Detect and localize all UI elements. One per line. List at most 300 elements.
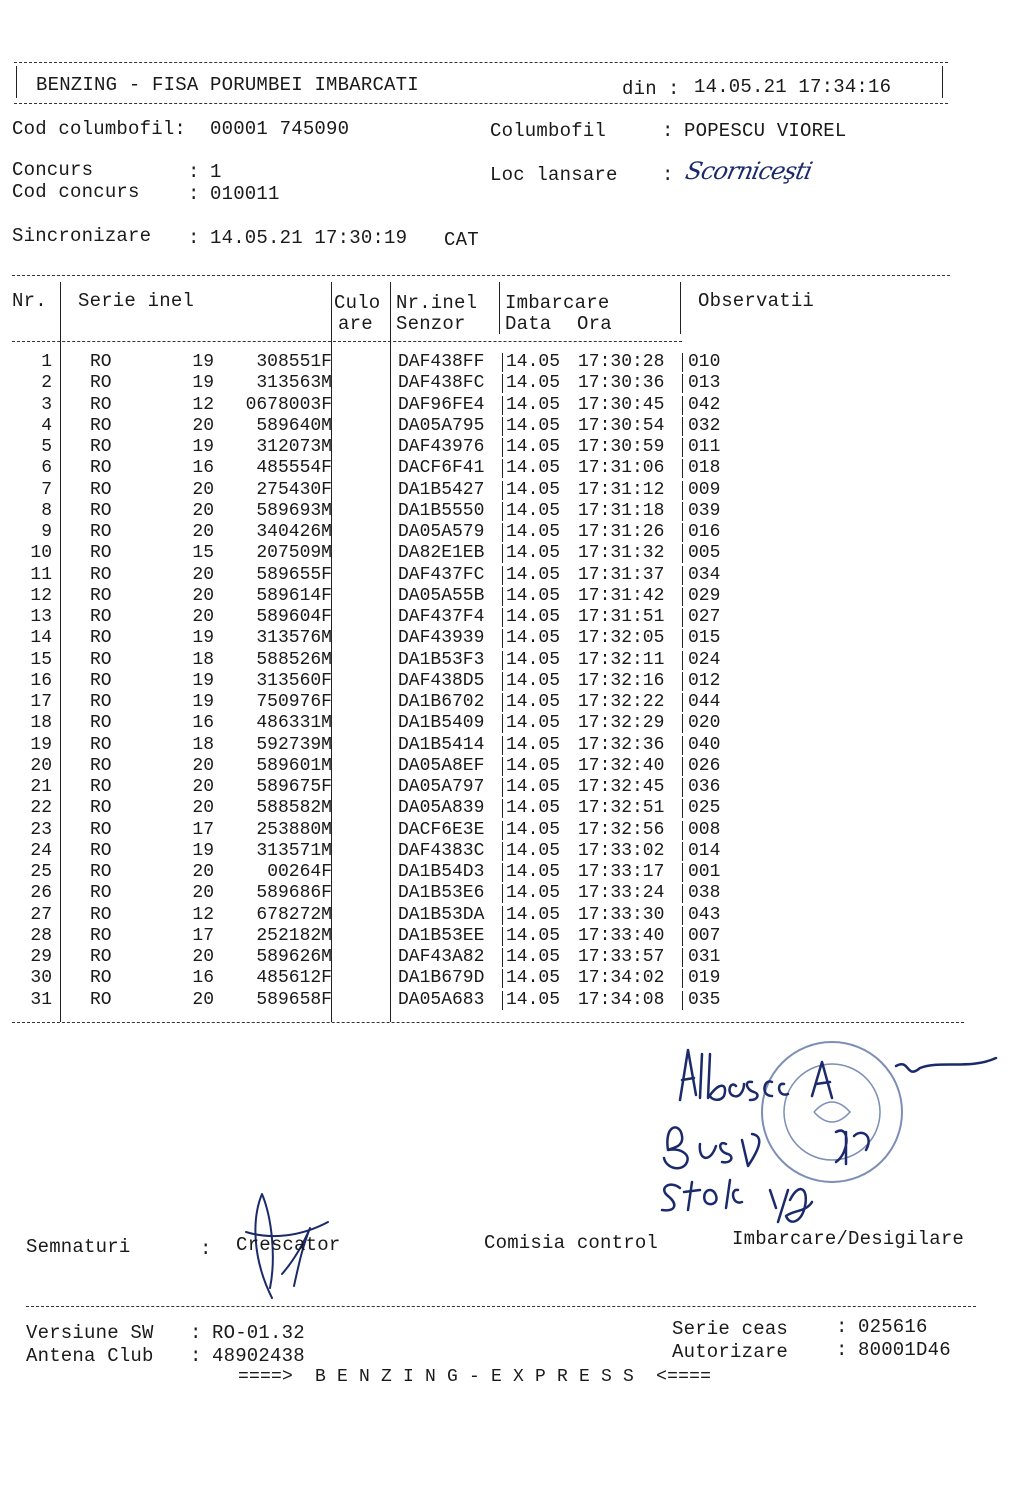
row-sep-imbarcare — [502, 629, 503, 648]
antena-club-colon: : — [190, 1345, 202, 1367]
row-data: 14.05 — [506, 415, 561, 436]
row-senzor: DAF43976 — [398, 437, 485, 457]
row-country: RO — [90, 373, 112, 394]
din-colon: : — [668, 78, 680, 100]
cod-concurs-value: 010011 — [210, 183, 280, 205]
row-observatii: 001 — [688, 862, 721, 882]
row-sep-observatii — [682, 438, 683, 457]
row-senzor: DAF438FC — [398, 373, 485, 394]
row-observatii: 013 — [688, 373, 721, 394]
row-observatii: 027 — [688, 607, 721, 627]
row-sep-imbarcare — [502, 651, 503, 670]
row-observatii: 044 — [688, 692, 721, 712]
concurs-value: 1 — [210, 161, 222, 183]
row-data: 14.05 — [506, 479, 561, 500]
row-year: 18 — [192, 734, 214, 755]
row-sep-observatii — [682, 481, 683, 500]
row-data: 14.05 — [506, 819, 561, 840]
concurs-colon: : — [188, 161, 200, 183]
row-serial: 750976F — [256, 692, 332, 712]
row-observatii: 024 — [688, 649, 721, 670]
row-ora: 17:33:40 — [578, 925, 665, 946]
table-row — [12, 480, 1012, 501]
row-country: RO — [90, 755, 112, 776]
row-nr: 22 — [30, 798, 52, 819]
row-ora: 17:32:16 — [578, 670, 665, 691]
col-header-imbarcare: Imbarcare — [505, 292, 610, 314]
table-row — [12, 565, 1012, 586]
row-senzor: DAF437F4 — [398, 607, 485, 627]
table-row — [12, 501, 1012, 522]
row-sep-observatii — [682, 629, 683, 648]
row-year: 20 — [192, 585, 214, 606]
row-senzor: DA1B5414 — [398, 734, 485, 755]
row-observatii: 036 — [688, 777, 721, 797]
comisia-control-label: Comisia control — [484, 1232, 659, 1254]
row-serial: 589675F — [256, 777, 332, 797]
din-value: 14.05.21 17:34:16 — [694, 76, 892, 98]
row-sep-imbarcare — [502, 544, 503, 563]
row-senzor: DAF4383C — [398, 840, 485, 861]
row-serial: 678272M — [256, 904, 332, 925]
serie-ceas-value: 025616 — [858, 1316, 928, 1338]
row-nr: 1 — [41, 352, 52, 372]
row-serial: 486331M — [256, 713, 332, 734]
row-ora: 17:32:40 — [578, 755, 665, 776]
row-year: 20 — [192, 798, 214, 819]
row-ora: 17:32:05 — [578, 628, 665, 649]
row-sep-imbarcare — [502, 374, 503, 393]
footer-rule — [26, 1306, 976, 1307]
row-ora: 17:31:12 — [578, 479, 665, 500]
table-row — [12, 926, 1012, 947]
row-ora: 17:33:30 — [578, 904, 665, 925]
table-row — [12, 628, 1012, 649]
row-nr: 11 — [30, 564, 52, 585]
row-year: 20 — [192, 947, 214, 967]
table-row — [12, 841, 1012, 862]
row-country: RO — [90, 670, 112, 691]
table-row — [12, 437, 1012, 458]
row-ora: 17:31:51 — [578, 607, 665, 627]
row-data: 14.05 — [506, 925, 561, 946]
antena-club-label: Antena Club — [26, 1345, 154, 1367]
row-senzor: DA05A8EF — [398, 755, 485, 776]
row-sep-observatii — [682, 863, 683, 882]
row-nr: 15 — [30, 649, 52, 670]
row-senzor: DA1B5427 — [398, 479, 485, 500]
row-year: 20 — [192, 479, 214, 500]
row-observatii: 019 — [688, 968, 721, 989]
table-row — [12, 458, 1012, 479]
loc-lansare-colon: : — [662, 164, 674, 186]
row-data: 14.05 — [506, 564, 561, 585]
row-sep-observatii — [682, 991, 683, 1010]
row-country: RO — [90, 883, 112, 904]
row-ora: 17:30:54 — [578, 415, 665, 436]
table-row — [12, 968, 1012, 989]
row-serial: 313560F — [256, 670, 332, 691]
row-sep-imbarcare — [502, 969, 503, 988]
row-country: RO — [90, 479, 112, 500]
table-row — [12, 756, 1012, 777]
semnaturi-label: Semnaturi — [26, 1236, 131, 1258]
row-senzor: DA1B53E6 — [398, 883, 485, 904]
row-nr: 10 — [30, 543, 52, 564]
table-row — [12, 862, 1012, 883]
row-serial: 312073M — [256, 437, 332, 457]
row-serial: 589640M — [256, 415, 332, 436]
row-year: 16 — [192, 968, 214, 989]
columbofil-label: Columbofil — [490, 120, 607, 142]
row-sep-imbarcare — [502, 821, 503, 840]
row-country: RO — [90, 968, 112, 989]
row-country: RO — [90, 777, 112, 797]
row-serial: 253880M — [256, 819, 332, 840]
handwritten-signatures — [640, 1040, 1000, 1230]
table-row — [12, 352, 1012, 373]
col-header-ora: Ora — [577, 313, 612, 335]
row-year: 17 — [192, 925, 214, 946]
row-serial: 589601M — [256, 755, 332, 776]
row-sep-observatii — [682, 757, 683, 776]
header-top-rule — [14, 62, 948, 63]
row-data: 14.05 — [506, 394, 561, 415]
row-country: RO — [90, 734, 112, 755]
table-row — [12, 820, 1012, 841]
row-year: 20 — [192, 522, 214, 542]
row-serial: 589686F — [256, 883, 332, 904]
row-observatii: 029 — [688, 585, 721, 606]
col-header-culoare-2: are — [338, 313, 373, 335]
row-data: 14.05 — [506, 649, 561, 670]
row-country: RO — [90, 628, 112, 649]
row-sep-observatii — [682, 608, 683, 627]
row-senzor: DA1B5550 — [398, 500, 485, 521]
table-row — [12, 543, 1012, 564]
row-ora: 17:31:06 — [578, 458, 665, 479]
row-sep-imbarcare — [502, 502, 503, 521]
row-observatii: 007 — [688, 925, 721, 946]
autorizare-colon: : — [836, 1339, 848, 1361]
header-bottom-rule — [14, 103, 948, 104]
row-senzor: DAF96FE4 — [398, 394, 485, 415]
row-country: RO — [90, 394, 112, 415]
row-year: 20 — [192, 883, 214, 904]
row-senzor: DAF43939 — [398, 628, 485, 649]
row-country: RO — [90, 352, 112, 372]
row-sep-observatii — [682, 884, 683, 903]
row-data: 14.05 — [506, 585, 561, 606]
row-year: 20 — [192, 755, 214, 776]
row-country: RO — [90, 862, 112, 882]
versiune-sw-colon: : — [190, 1322, 202, 1344]
row-ora: 17:31:18 — [578, 500, 665, 521]
row-ora: 17:33:02 — [578, 840, 665, 861]
row-nr: 26 — [30, 883, 52, 904]
row-year: 15 — [192, 543, 214, 564]
table-top-rule — [12, 275, 950, 276]
row-year: 19 — [192, 670, 214, 691]
row-country: RO — [90, 947, 112, 967]
row-observatii: 014 — [688, 840, 721, 861]
row-country: RO — [90, 925, 112, 946]
row-country: RO — [90, 415, 112, 436]
row-data: 14.05 — [506, 840, 561, 861]
table-row — [12, 735, 1012, 756]
row-sep-observatii — [682, 523, 683, 542]
row-sep-imbarcare — [502, 353, 503, 372]
row-nr: 30 — [30, 968, 52, 989]
row-data: 14.05 — [506, 522, 561, 542]
row-sep-observatii — [682, 842, 683, 861]
row-observatii: 031 — [688, 947, 721, 967]
row-serial: 308551F — [256, 352, 332, 372]
row-sep-imbarcare — [502, 672, 503, 691]
row-sep-imbarcare — [502, 396, 503, 415]
row-senzor: DAF437FC — [398, 564, 485, 585]
row-senzor: DACF6F41 — [398, 458, 485, 479]
row-observatii: 018 — [688, 458, 721, 479]
row-data: 14.05 — [506, 968, 561, 989]
row-country: RO — [90, 798, 112, 819]
sincronizare-value: 14.05.21 17:30:19 — [210, 227, 408, 249]
row-data: 14.05 — [506, 989, 561, 1010]
row-senzor: DA05A683 — [398, 989, 485, 1010]
row-year: 16 — [192, 713, 214, 734]
row-nr: 17 — [30, 692, 52, 712]
row-serial: 589626M — [256, 947, 332, 967]
row-sep-observatii — [682, 714, 683, 733]
cod-concurs-colon: : — [188, 183, 200, 205]
table-bottom-rule — [12, 1022, 964, 1023]
row-sep-observatii — [682, 566, 683, 585]
col-header-data: Data — [505, 313, 552, 335]
row-sep-observatii — [682, 799, 683, 818]
row-sep-observatii — [682, 353, 683, 372]
table-row — [12, 416, 1012, 437]
imbarcare-desigilare-label: Imbarcare/Desigilare — [732, 1228, 965, 1250]
row-nr: 19 — [30, 734, 52, 755]
row-serial: 592739M — [256, 734, 332, 755]
row-serial: 313563M — [256, 373, 332, 394]
row-serial: 589604F — [256, 607, 332, 627]
row-ora: 17:32:11 — [578, 649, 665, 670]
table-row — [12, 607, 1012, 628]
row-nr: 8 — [41, 500, 52, 521]
row-sep-imbarcare — [502, 757, 503, 776]
row-observatii: 026 — [688, 755, 721, 776]
row-ora: 17:31:32 — [578, 543, 665, 564]
row-senzor: DACF6E3E — [398, 819, 485, 840]
row-serial: 275430F — [256, 479, 332, 500]
columbofil-colon: : — [662, 120, 674, 142]
row-sep-imbarcare — [502, 842, 503, 861]
row-sep-imbarcare — [502, 736, 503, 755]
row-nr: 9 — [41, 522, 52, 542]
row-sep-observatii — [682, 587, 683, 606]
row-nr: 13 — [30, 607, 52, 627]
autorizare-value: 80001D46 — [858, 1339, 951, 1361]
row-year: 18 — [192, 649, 214, 670]
row-data: 14.05 — [506, 883, 561, 904]
row-year: 12 — [192, 394, 214, 415]
row-nr: 7 — [41, 479, 52, 500]
row-country: RO — [90, 437, 112, 457]
row-nr: 5 — [41, 437, 52, 457]
row-ora: 17:31:42 — [578, 585, 665, 606]
table-row — [12, 373, 1012, 394]
row-country: RO — [90, 713, 112, 734]
row-year: 20 — [192, 862, 214, 882]
row-year: 20 — [192, 777, 214, 797]
cod-columbofil-label: Cod columbofil: — [12, 118, 187, 140]
row-ora: 17:30:45 — [578, 394, 665, 415]
sincronizare-colon: : — [188, 227, 200, 249]
row-data: 14.05 — [506, 500, 561, 521]
row-observatii: 042 — [688, 394, 721, 415]
row-data: 14.05 — [506, 713, 561, 734]
table-header-rule — [12, 341, 682, 342]
row-sep-imbarcare — [502, 906, 503, 925]
row-year: 20 — [192, 607, 214, 627]
row-sep-observatii — [682, 374, 683, 393]
row-senzor: DAF438D5 — [398, 670, 485, 691]
row-senzor: DA05A795 — [398, 415, 485, 436]
row-serial: 485554F — [256, 458, 332, 479]
row-sep-observatii — [682, 396, 683, 415]
row-sep-imbarcare — [502, 523, 503, 542]
row-sep-imbarcare — [502, 438, 503, 457]
row-observatii: 009 — [688, 479, 721, 500]
versiune-sw-value: RO-01.32 — [212, 1322, 305, 1344]
row-nr: 31 — [30, 989, 52, 1010]
row-senzor: DA1B53F3 — [398, 649, 485, 670]
crescator-label: Crescator — [236, 1234, 341, 1256]
row-sep-observatii — [682, 502, 683, 521]
row-serial: 589693M — [256, 500, 332, 521]
row-nr: 20 — [30, 755, 52, 776]
row-sep-imbarcare — [502, 481, 503, 500]
row-data: 14.05 — [506, 352, 561, 372]
row-observatii: 038 — [688, 883, 721, 904]
row-year: 19 — [192, 628, 214, 649]
row-country: RO — [90, 840, 112, 861]
row-data: 14.05 — [506, 607, 561, 627]
row-country: RO — [90, 819, 112, 840]
row-ora: 17:30:28 — [578, 352, 665, 372]
row-data: 14.05 — [506, 543, 561, 564]
columbofil-value: POPESCU VIOREL — [684, 120, 847, 142]
row-observatii: 008 — [688, 819, 721, 840]
table-row — [12, 650, 1012, 671]
row-sep-imbarcare — [502, 566, 503, 585]
row-sep-observatii — [682, 927, 683, 946]
row-sep-observatii — [682, 672, 683, 691]
row-observatii: 020 — [688, 713, 721, 734]
row-senzor: DA1B53DA — [398, 904, 485, 925]
row-data: 14.05 — [506, 947, 561, 967]
row-serial: 313571M — [256, 840, 332, 861]
header-right-border — [942, 66, 943, 98]
row-observatii: 035 — [688, 989, 721, 1010]
row-observatii: 034 — [688, 564, 721, 585]
row-data: 14.05 — [506, 777, 561, 797]
table-row — [12, 395, 1012, 416]
din-label: din — [622, 78, 657, 100]
row-serial: 0678003F — [245, 394, 332, 415]
row-year: 16 — [192, 458, 214, 479]
row-senzor: DA1B679D — [398, 968, 485, 989]
row-nr: 4 — [41, 415, 52, 436]
cod-concurs-label: Cod concurs — [12, 181, 140, 203]
row-sep-imbarcare — [502, 608, 503, 627]
row-country: RO — [90, 607, 112, 627]
row-sep-imbarcare — [502, 927, 503, 946]
row-serial: 589655F — [256, 564, 332, 585]
row-sep-observatii — [682, 693, 683, 712]
row-serial: 588582M — [256, 798, 332, 819]
row-serial: 313576M — [256, 628, 332, 649]
row-sep-imbarcare — [502, 714, 503, 733]
row-senzor: DA05A55B — [398, 585, 485, 606]
row-sep-imbarcare — [502, 991, 503, 1010]
row-sep-observatii — [682, 821, 683, 840]
row-nr: 29 — [30, 947, 52, 967]
row-nr: 18 — [30, 713, 52, 734]
row-ora: 17:32:51 — [578, 798, 665, 819]
sincronizare-tz: CAT — [444, 229, 479, 251]
row-year: 20 — [192, 500, 214, 521]
row-nr: 3 — [41, 394, 52, 415]
row-data: 14.05 — [506, 628, 561, 649]
col-header-serie-inel: Serie inel — [78, 290, 195, 312]
table-row — [12, 947, 1012, 968]
row-serial: 589658F — [256, 989, 332, 1010]
col-header-nr-inel-2: Senzor — [396, 313, 466, 335]
row-data: 14.05 — [506, 437, 561, 457]
loc-lansare-value: Scorniceşti — [683, 157, 815, 185]
row-nr: 12 — [30, 585, 52, 606]
row-observatii: 025 — [688, 798, 721, 819]
row-senzor: DA1B54D3 — [398, 862, 485, 882]
row-data: 14.05 — [506, 458, 561, 479]
sincronizare-label: Sincronizare — [12, 225, 152, 247]
row-senzor: DA05A839 — [398, 798, 485, 819]
table-row — [12, 905, 1012, 926]
serie-ceas-colon: : — [836, 1316, 848, 1338]
row-sep-observatii — [682, 906, 683, 925]
row-ora: 17:33:24 — [578, 883, 665, 904]
row-sep-imbarcare — [502, 863, 503, 882]
row-year: 20 — [192, 564, 214, 585]
row-sep-imbarcare — [502, 417, 503, 436]
row-sep-observatii — [682, 459, 683, 478]
row-year: 19 — [192, 373, 214, 394]
row-data: 14.05 — [506, 692, 561, 712]
row-data: 14.05 — [506, 734, 561, 755]
row-sep-imbarcare — [502, 799, 503, 818]
benzing-express-brand: ====> B E N Z I N G - E X P R E S S <==== — [238, 1367, 712, 1387]
row-data: 14.05 — [506, 373, 561, 394]
row-observatii: 015 — [688, 628, 721, 649]
row-country: RO — [90, 522, 112, 542]
row-nr: 25 — [30, 862, 52, 882]
row-serial: 340426M — [256, 522, 332, 542]
col-sep-imbarcare — [499, 282, 500, 334]
versiune-sw-label: Versiune SW — [26, 1322, 154, 1344]
row-country: RO — [90, 989, 112, 1010]
